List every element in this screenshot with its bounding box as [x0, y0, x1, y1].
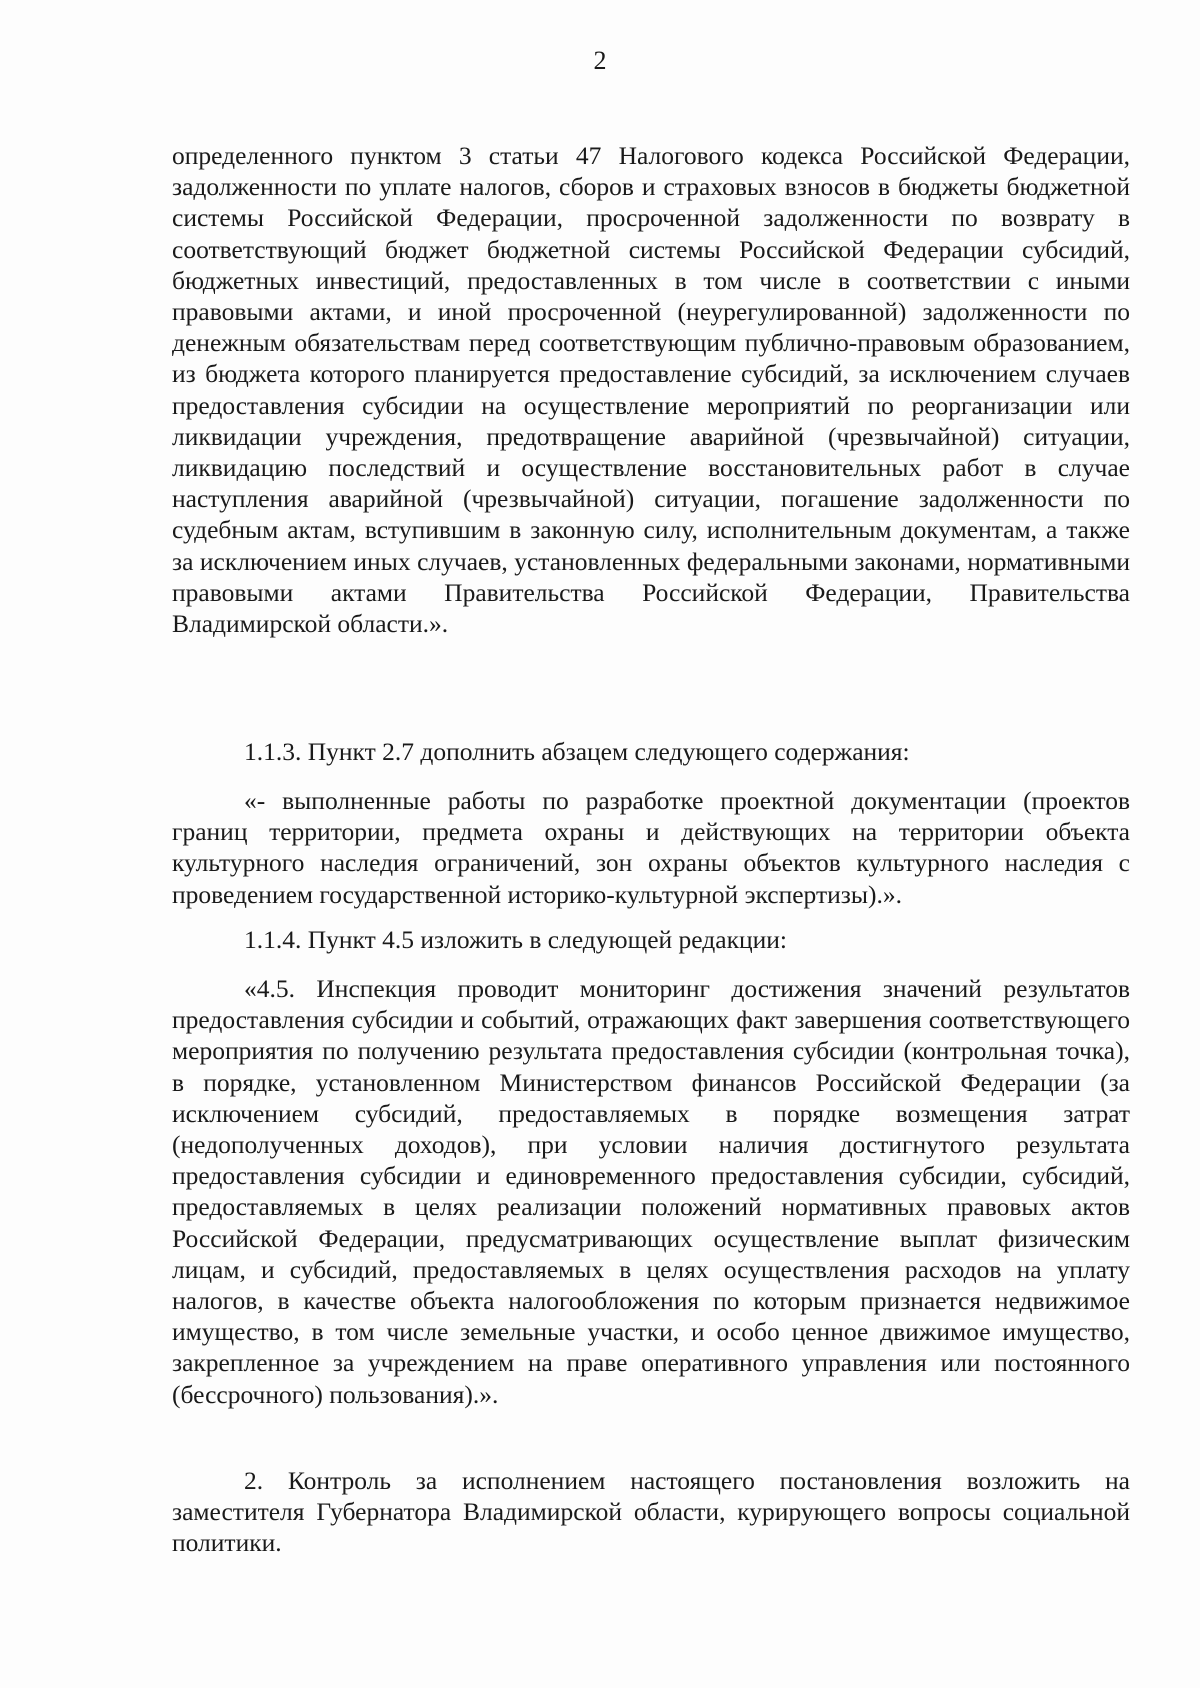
paragraph-item-2 — [172, 1465, 1130, 1559]
page-number: 2 — [593, 46, 607, 75]
paragraph-text: 1.1.3. Пункт 2.7 дополнить абзацем следующего содержания: — [244, 737, 910, 766]
paragraph-text: 1.1.4. Пункт 4.5 изложить в следующей редакции: — [244, 925, 787, 954]
paragraph-item-1-1-4 — [172, 924, 1130, 955]
paragraph-text: определенного пунктом 3 статьи 47 Налогового кодекса Российской Федерации, задолженности по уплате налогов, сборов и страховых взносов в бюджеты бюджетной системы Российской Федерации, просроченной задолженности по возврату в соответствующий бюджет бюджетной системы Российской Федерации субсидий, бюджетных инвестиций, предоставленных в том числе в соответствии с иными правовыми актами, и иной просроченной (неурегулированной) задолженности по денежным обязательствам перед соответствующим публично-правовым образованием, из бюджета которого планируется предоставление субсидий, за исключением случаев предоставления субсидии на осуществление мероприятий по реорганизации или ликвидации учреждения, предотвращение аварийной (чрезвычайной) ситуации, ликвидацию последствий и осуществление восстановительных работ в случае наступления аварийной (чрезвычайной) ситуации, погашение задолженности по судебным актам, вступившим в законную силу, исполнительным документам, а также за исключением иных случаев, установленных федеральными законами, нормативными правовыми актами Правительства Российской Федерации, Правительства Владимирской области.». — [172, 141, 1130, 639]
paragraph-text: «4.5. Инспекция проводит мониторинг достижения значений результатов предоставления субсидии и событий, отражающих факт завершения соответствующего мероприятия по получению результата предоставления субсидии (контрольная точка), в порядке, установленном Министерством финансов Российской Федерации (за исключением субсидий, предоставляемых в порядке возмещения затрат (недополученных доходов), при условии наличия достигнутого результата предоставления субсидии и единовременного предоставления субсидии, субсидий, предоставляемых в целях реализации положений нормативных правовых актов Российской Федерации, предусматривающих осуществление выплат физическим лицам, и субсидий, предоставляемых в целях осуществления расходов на уплату налогов, в качестве объекта налогообложения по которым признается недвижимое имущество, в том числе земельные участки, и особо ценное движимое имущество, закрепленное за учреждением на праве оперативного управления или постоянного (бессрочного) пользования).». — [172, 974, 1130, 1409]
paragraph-item-1-1-3 — [172, 736, 1130, 767]
paragraph-text: «- выполненные работы по разработке проектной документации (проектов границ территории, предмета охраны и действующих на территории объекта культурного наследия ограничений, зон охраны объектов культурного наследия с проведением государственной историко-культурной экспертизы).». — [172, 786, 1130, 909]
paragraph-text: 2. Контроль за исполнением настоящего постановления возложить на заместителя Губернатора Владимирской области, курирующего вопросы социальной политики. — [172, 1466, 1130, 1558]
paragraph-quote-4-5 — [172, 973, 1130, 1410]
paragraph-quote-documentation — [172, 785, 1130, 910]
paragraph-continuation — [172, 140, 1130, 639]
